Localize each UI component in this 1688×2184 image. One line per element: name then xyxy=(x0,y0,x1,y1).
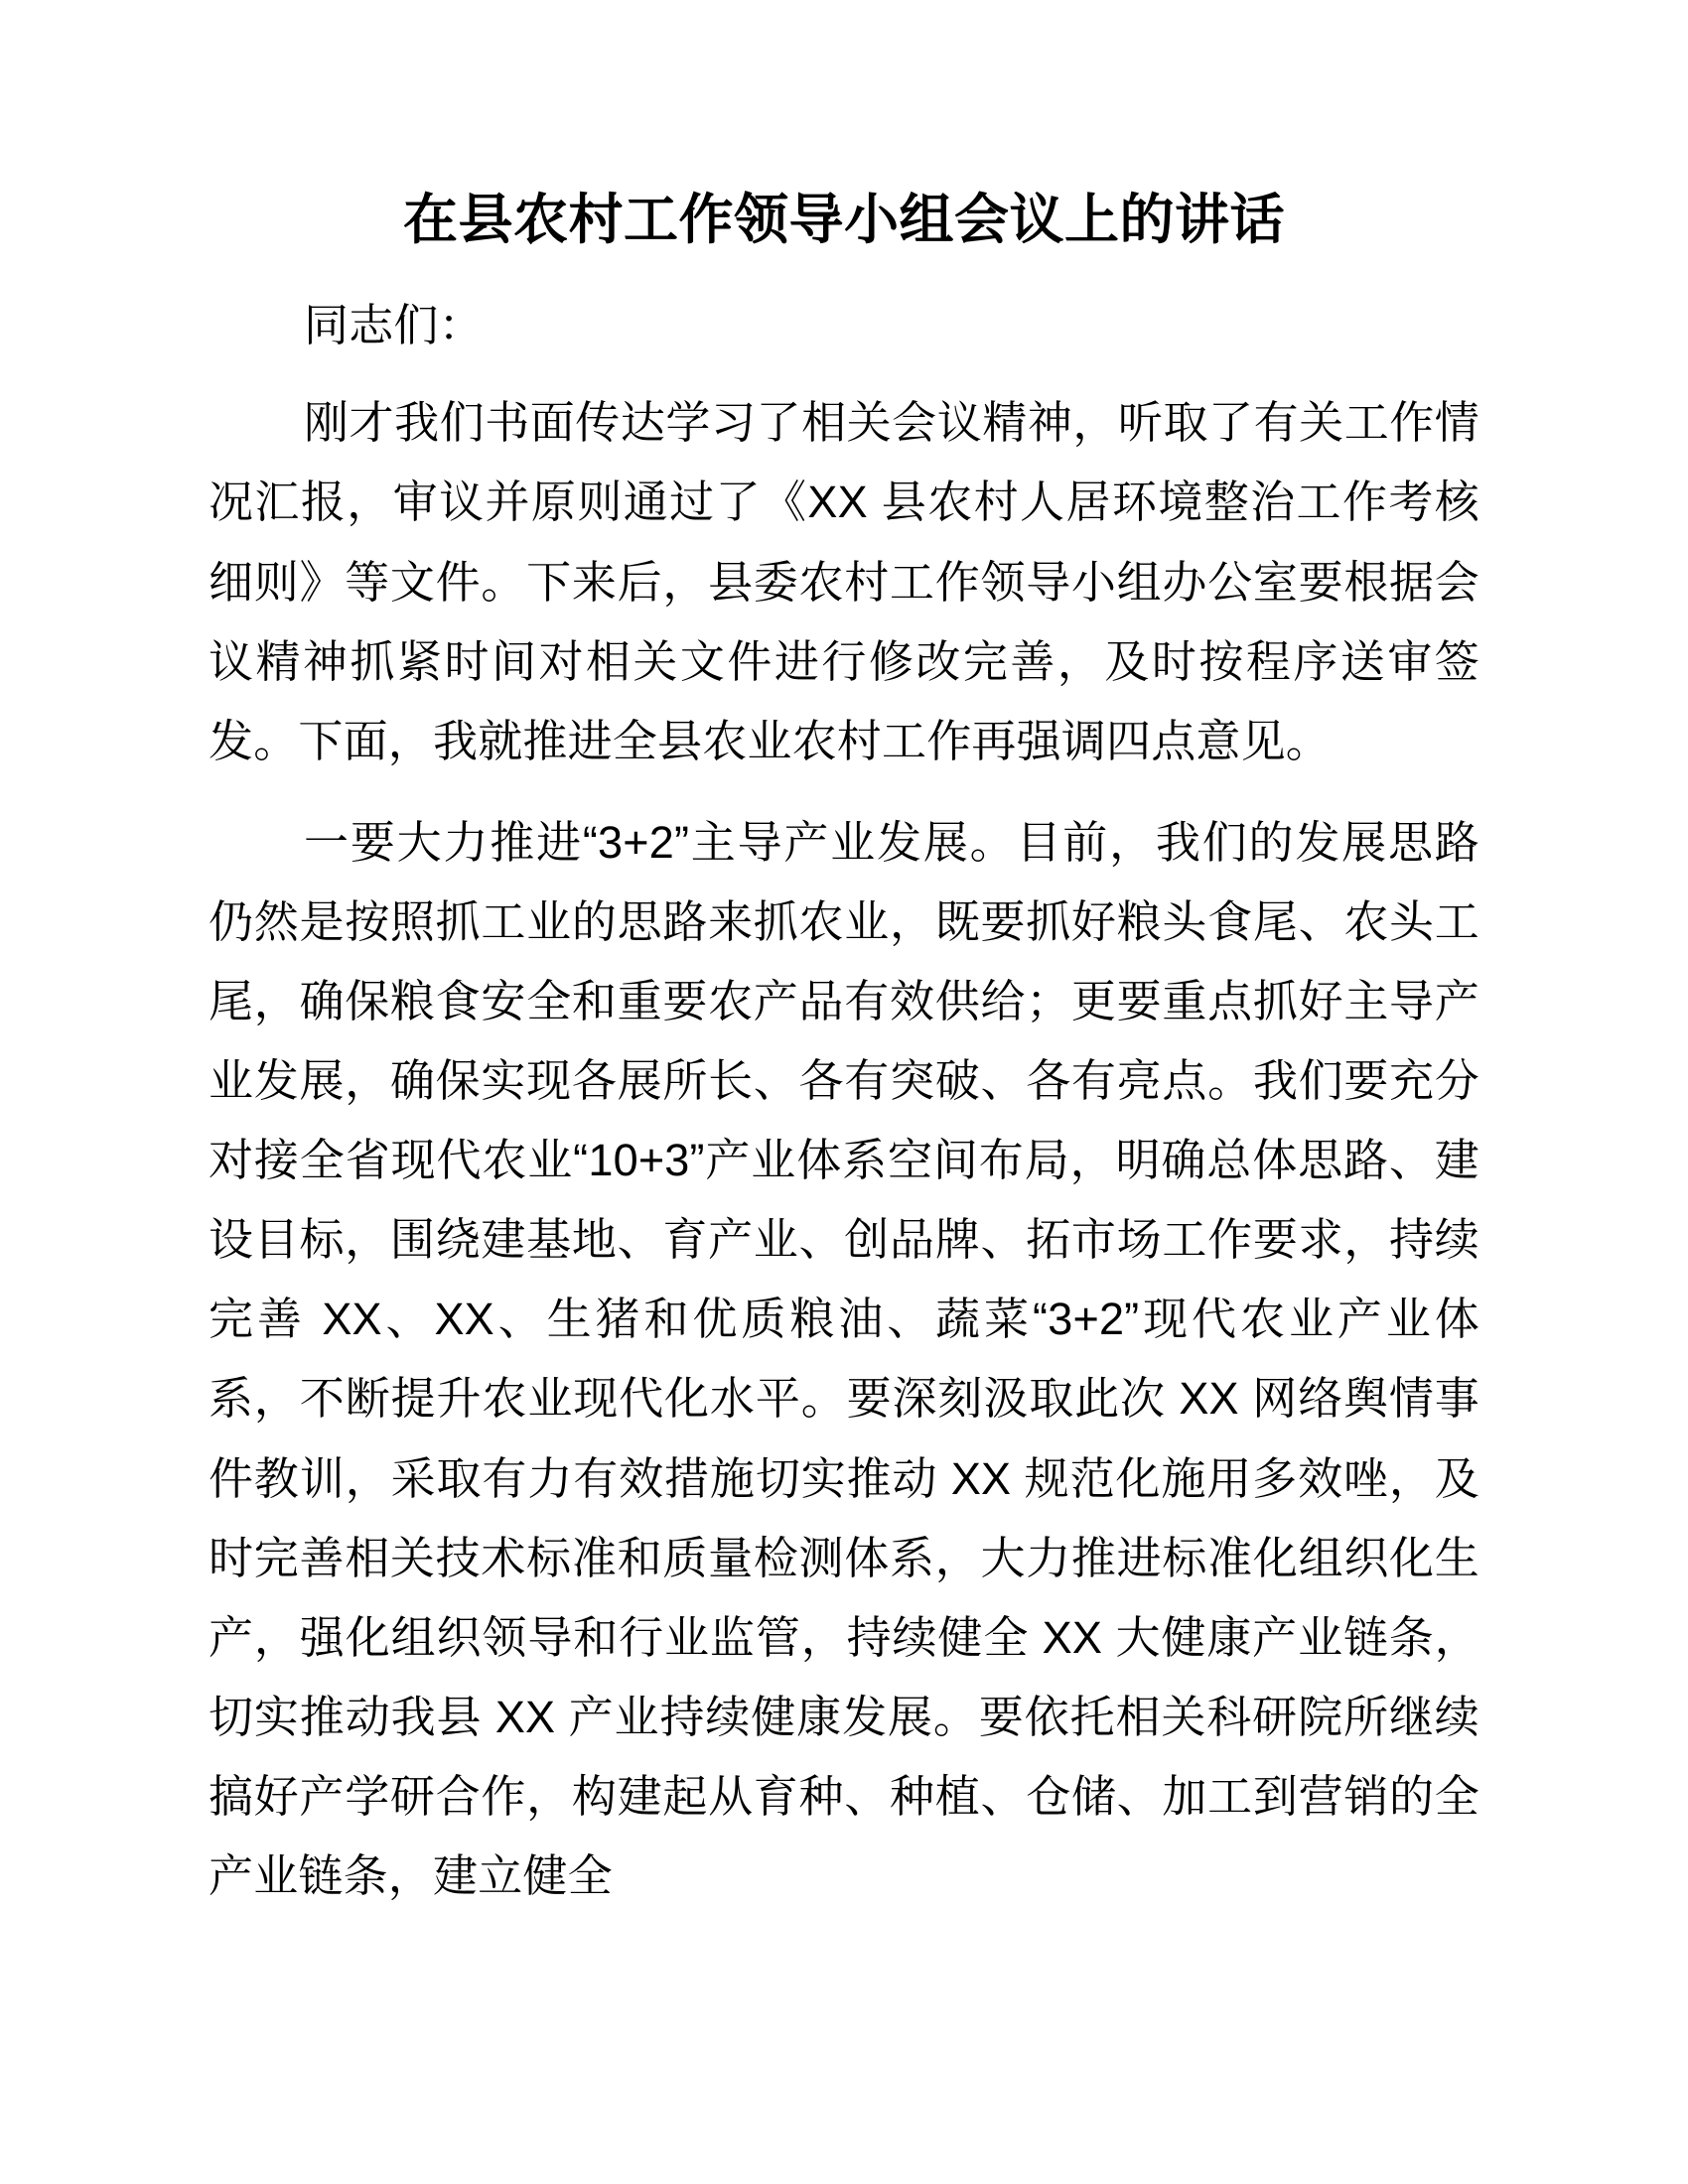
body-paragraph-1: 刚才我们书面传达学习了相关会议精神，听取了有关工作情况汇报，审议并原则通过了《XX 县农村人居环境整治工作考核细则》等文件。下来后，县委农村工作领导小组办公室要根据会议精神抓紧时间对相关文件进行修改完善，及时按程序送审签发。下面，我就推进全县农业农村工作再强调四点意见。 xyxy=(209,397,1479,766)
body-paragraph-2: 一要大力推进“3+2”主导产业发展。目前，我们的发展思路仍然是按照抓工业的思路来抓农业，既要抓好粮头食尾、农头工尾，确保粮食安全和重要农产品有效供给；更要重点抓好主导产业发展，确保实现各展所长、各有突破、各有亮点。我们要充分对接全省现代农业“10+3”产业体系空间布局，明确总体思路、建设目标，围绕建基地、育产业、创品牌、拓市场工作要求，持续完善 XX、XX、生猪和优质粮油、蔬菜“3+2”现代农业产业体系，不断提升农业现代化水平。要深刻汲取此次 XX 网络舆情事件教训，采取有力有效措施切实推动 XX 规范化施用多效唑，及时完善相关技术标准和质量检测体系，大力推进标准化组织化生产，强化组织领导和行业监管，持续健全 XX 大健康产业链条，切实推动我县 XX 产业持续健康发展。要依托相关科研院所继续搞好产学研合作，构建起从育种、种植、仓储、加工到营销的全产业链条，建立健全 xyxy=(209,816,1479,1902)
page-title: 在县农村工作领导小组会议上的讲话 xyxy=(402,189,1285,250)
salutation-line: 同志们： xyxy=(304,299,484,350)
document-content xyxy=(209,0,1479,1916)
